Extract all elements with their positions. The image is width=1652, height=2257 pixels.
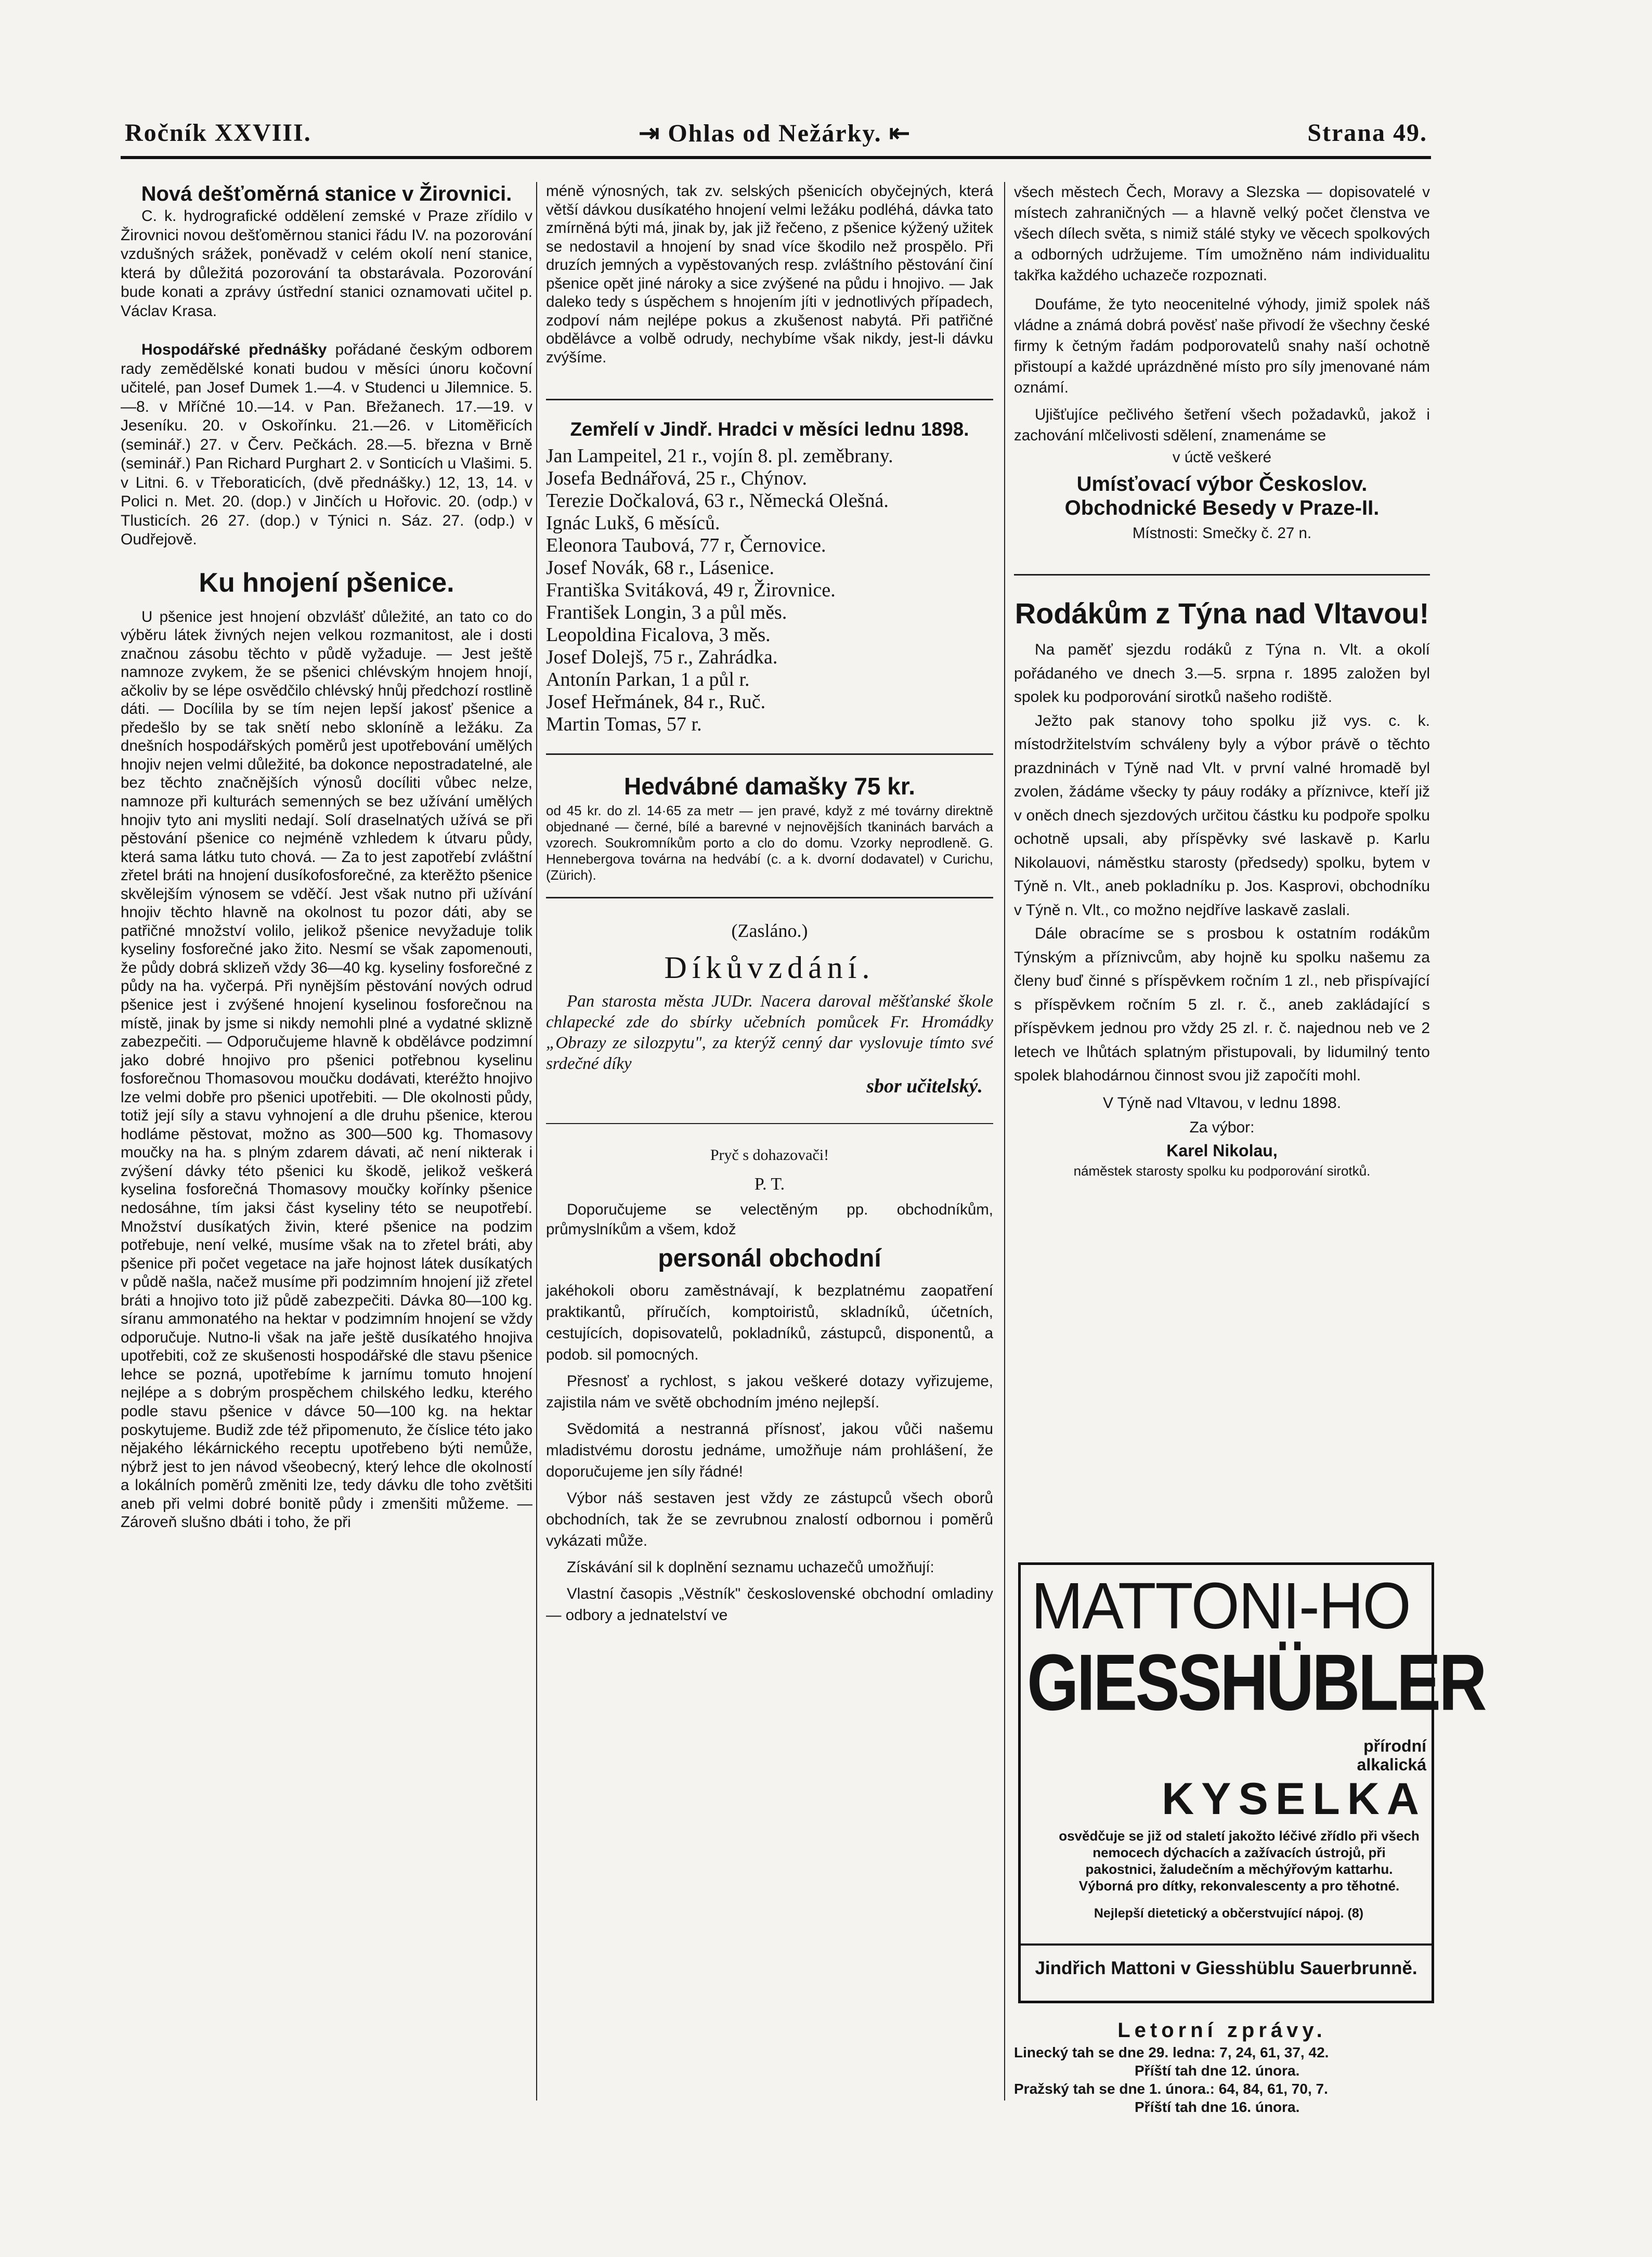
thanks-text: Pan starosta města JUDr. Nacera daroval měšťanské škole chlapecké zde do sbírky učebních pomůcek Fr. Hromádky „Obrazy ze silozpytu", za kterýž cenný dar vyslovuje tímto své srdečné díky: [546, 992, 993, 1073]
mattoni-advertisement: [1018, 1562, 1485, 2003]
org-rooms: Místnosti: Smečky č. 27 n.: [1132, 525, 1312, 542]
personnel-paragraph: Svědomitá a nestranná přísnosť, jakou vůči našemu mladistvému dorostu jednáme, umožňuje nám prohlášení, že doporučujeme jen síly řádné!: [546, 1420, 993, 1480]
fertilizer-continuation: méně výnosných, tak zv. selských pšenicích obyčejných, která větší dávkou dusíkatého hnojení velmi ležáku podléhá, dávka tato zmírněná býti má, jinak by, jak již řečeno, z pšenice kýžený užitek se nedostavil a hnojení by snad více škodilo než prospělo. Při druzích jemných a vypěstovaných resp. zvláštního pěstování činí pšenice opět jiné nároky a sice zvýšené na půdu i hnojivo. — Jak daleko tedy s úspěchem s hnojením jíti v jednotlivých případech, zodpoví nám nejlépe pokus a zkušenost nabytá. Při patřičné obdělávce a volbě odrudy, nechybíme však nikdy, jest-li dávku zvýšíme.: [546, 182, 993, 366]
org-name: Umísťovací výbor Českoslov. Obchodnické Besedy v Praze-II.: [1064, 473, 1380, 519]
tyn-title: Rodákům z Týna nad Vltavou!: [1014, 597, 1429, 630]
respect-line: v úctě veškeré: [1172, 449, 1272, 466]
column-1: [121, 182, 532, 1532]
personnel-paragraph: Získávání sil k doplnění seznamu uchazečů umožňují:: [567, 1559, 934, 1576]
death-entry: Jan Lampeitel, 21 r., vojín 8. pl. zeměbrany.: [546, 445, 893, 467]
personnel-paragraph: Výbor náš sestaven jest vždy ze zástupců všech oborů obchodních, tak že se zevrubnou znalostí odbornou i poměrů vykázati může.: [546, 1490, 993, 1549]
lottery-line: Příští tah dne 12. února.: [1135, 2063, 1300, 2079]
thanks-title: Díkůvzdání.: [664, 950, 875, 985]
death-entry: Josef Novák, 68 r., Lásenice.: [546, 557, 774, 579]
column-divider-1: [536, 182, 537, 2101]
tyn-for-committee: Za výbor:: [1189, 1118, 1255, 1136]
tyn-place-date: V Týně nad Vltavou, v lednu 1898.: [1102, 1094, 1342, 1112]
death-entry: Antonín Parkan, 1 a půl r.: [546, 669, 750, 690]
personnel-paragraph: Vlastní časopis „Věstník" československé obchodní omladiny — odbory a jednatelství ve: [546, 1585, 993, 1624]
tyn-signer: Karel Nikolau,: [1166, 1141, 1278, 1160]
deaths-title: Zemřelí v Jindř. Hradci v měsíci lednu 1898.: [570, 419, 969, 440]
station-text: C. k. hydrografické oddělení zemské v Praze zřídilo v Žirovnici novou dešťoměrnou stanici řádu IV. na pozorování vzdušných srážek, poněvadž v celém okolí není stanice, která by důležitá pozorování ta obstarávala. Pozorování bude konati a zprávy ústřední stanici oznamovati učitel p. Václav Krasa.: [121, 207, 532, 320]
masthead-title: ⇥ Ohlas od Nežárky. ⇤: [639, 120, 911, 147]
personnel-paragraph: Přesnosť a rychlost, s jakou veškeré dotazy vyřizujeme, zajistila nám ve světě obchodním jméno nejlepší.: [546, 1373, 993, 1411]
column-2: [546, 182, 993, 1626]
personnel-continuation: všech městech Čech, Moravy a Slezska — dopisovatelé v místech zahraničných — a hlavně velký počet členstva ve všech dílech světa, s nimiž stálé styky ve věcech spolkových a odborných udržujeme. Tím umožněno nám individualitu takřka každého uchazeče rozpoznati.: [1014, 184, 1430, 284]
pt-line: P. T.: [754, 1175, 785, 1194]
ad-side-label: přírodní alkalická: [1357, 1737, 1426, 1774]
tyn-paragraph: Ježto pak stanovy toho spolku již vys. c. k. místodržitelstvím schváleny byly a výbor právě o těchto prazdninách v Týně nad Vlt. v první valné hromadě byl zvolen, žádáme všecky ty páuy rodáky a příznivce, kteří již v oněch dnech sjezdových určitou částku ku podpoře spolku ochotně upsali, aby příspěvky své laskavě p. Karlu Nikolauovi, náměstku starosty (předsedy) spolku, bytem v Týně n. Vlt., aneb pokladníku p. Jos. Kasprovi, obchodníku v Týně n. Vlt., co možno nejdříve laskavě zaslali.: [1014, 712, 1430, 919]
polite-text: Ujišťujíce pečlivého šetření všech požadavků, jakož i zachování mlčelivosti sdělení, znamenáme se: [1014, 406, 1430, 444]
tyn-signer-role: náměstek starosty spolku ku podporování sirotků.: [1073, 1163, 1371, 1179]
personnel-paragraph: jakéhokoli oboru zaměstnávají, k bezplatnému zaopatření praktikantů, příručích, komptoiristů, skladníků, účetních, cestujících, dopisovatelů, pokladníků, zástupců, disponentů, a podob. sil pomocných.: [546, 1282, 993, 1363]
death-entry: Františka Svitáková, 49 r, Žirovnice.: [546, 579, 836, 601]
death-entry: Eleonora Taubová, 77 r, Černovice.: [546, 534, 826, 556]
sent-in-label: (Zasláno.): [731, 920, 808, 941]
death-entry: František Longin, 3 a půl měs.: [546, 602, 787, 623]
tyn-paragraph: Dále obracíme se s prosbou k ostatním rodákům Týnským a příznivcům, aby hojně ku spolku našemu za členy buď činné s příspěvkem ročním 1 zl., neb přispívající s příspěvkem ročním 5 zl. r. č., aneb zakládající s příspěvkem jednou pro vždy 25 zl. r. č. najednou neb ve 2 letech ve lhůtách splatným přistupovali, by lidumilný tento spolek blahodárnou činnost svou již započíti mohl.: [1014, 925, 1430, 1084]
death-entry: Josefa Bednářová, 25 r., Chýnov.: [546, 467, 807, 489]
silk-ad-text: od 45 kr. do zl. 14·65 za metr — jen pravé, když z mé továrny direktně objednané — černé, bílé a barevné v nejnovějších tkaninách barvách a vzorech. Soukromníkům porto a clo do domu. Vzorky neprodleně. G. Hennebergova továrna na hedvábí (c. a k. dvorní dodavatel) v Curichu, (Zürich).: [546, 803, 993, 883]
ad-description: osvědčuje se již od staletí jakožto léčivé zřídlo při všech nemocech dýchacích a zažívacích ústrojů, při pakostnici, žaludečním a měchýřovým kattarhu. Výborná pro dítky, rekonvalescenty a pro těhotné.: [1059, 1828, 1420, 1894]
volume-label: Ročník XXVIII.: [125, 119, 311, 147]
column-3: [1014, 182, 1430, 1180]
death-entry: Josef Heřmánek, 84 r., Ruč.: [546, 691, 766, 713]
separator: [546, 753, 993, 755]
header-rule: [121, 156, 1431, 159]
death-entry: Josef Dolejš, 75 r., Zahrádka.: [546, 646, 778, 668]
thanks-signature: sbor učitelský.: [866, 1075, 983, 1097]
death-entry: Terezie Dočkalová, 63 r., Německá Olešná.: [546, 490, 889, 512]
lectures-body: pořádané českým odborem rady zemědělské konati budou v měsíci únoru kočovní učitelé, pan Josef Dumek 1.—4. v Studenci u Jilemnice. 5.—8. v Mříčné 10.—14. v Pan. Břežanech. 17.—19. v Jeseníku. 20. v Oskořínku. 21.—26. v Litoměřicích (seminář.) 27. v Červ. Pečkách. 28.—5. března v Brně (seminář.) Pan Richard Purghart 2. v Sonticích u Vlašimi. 5. v Litni. 6. v Třeboraticích, (dvě přednášky.) 12, 13, 14. v Polici n. Met. 20. (dop.) v Jinčích u Hořovic. 20. (odp.) v Tlusticích. 26 27. (dop.) v Týnici n. Sáz. 27. (odp.) v Oudřejově.: [121, 341, 532, 548]
separator: [546, 1123, 993, 1124]
death-entry: Leopoldina Ficalova, 3 měs.: [546, 624, 771, 646]
ad-footer: Jindřich Mattoni v Giesshüblu Sauerbrunně.: [1035, 1958, 1417, 1978]
death-entry: Martin Tomas, 57 r.: [546, 713, 702, 735]
hope-text: Doufáme, že tyto neocenitelné výhody, jimiž spolek náš vládne a známá dobrá pověsť naše přivodí že všechny české firmy k četným řadám podporovatelů snahy naší ochotně přistoupí a každé uprázdněné místo pro síly jmenované nám oznámí.: [1014, 296, 1430, 396]
separator: [1014, 574, 1430, 576]
ad-footer-rule: [1021, 1943, 1432, 1946]
fertilizer-title: Ku hnojení pšenice.: [199, 567, 454, 598]
masthead-text: Ohlas od Nežárky.: [668, 120, 882, 147]
lottery-title: Letorní zprávy.: [1117, 2019, 1326, 2042]
column-divider-2: [1004, 182, 1005, 2101]
page-number: Strana 49.: [1307, 119, 1427, 147]
fertilizer-text: U pšenice jest hnojení obzvlášť důležité, an tato co do výběru látek živných nejen velkou rozmanitost, ale i dosti značnou zásobu těchto v půdě vyžaduje. — Jest ještě namnoze zvykem, že se pšenici chlévským hnojem hnojí, ačkoliv by se lépe osvědčilo chlévský hnůj předchozí rostlině dáti. — Docílila by se tím nejen lepší jakosť pšenice a předešlo by se tak snětí nebo skloníně a ležáku. Za dnešních hospodářských poměrů jest upotřebování umělých hnojiv nejen velmi důležité, ba dokonce nepostradatelné, ale bez těchto značnějších výnosů docíliti vůbec nelze, namnoze při kulturách semenných se bez užívání umělých hnojiv tyto ani mysliti nedají. Solí draselnatých užívá se při pěstování pšenice co nejméně vzhledem k útvaru půdy, která sama látku tuto chová. — Za to jest zapotřebí zvláštní zřetel bráti na hnojení dusíkofosforečné, za kterěžto pšenice skvělejším výnosem se vděčí. Jest však nutno při užívání hnojiv těchto hlavně na okolnost tu pozor dáti, aby se patřičné množství volilo, jelikož pšenice nevyžaduje tolik kyseliny fosforečné jako žito. Nesmí se však zapomenouti, že půdy dobrá sklizeň vždy 36—40 kg. kyseliny fosforečné z půdy na ha. vyčerpá. Při nynějším pěstování nových odrud pšenice jest i zvýšené hnojení kyselinou fosforečnou na místě, jinak by jsme si nikdy nemohli plné a vydatné sklizně zabezpečiti. — Odporučujeme hlavně k obdělávce podzimní jako dobré hnojivo pro pšenici potřebnou kyselinu fosforečnou Thomasovou moučku dodávati, kteréžto hnojivo lze velmi dobře pro pšenici upotřebiti. — Dle okolnosti půdy, totiž její síly a stavu vyhnojení a dle druhu pšenice, kterou hodláme pěstovat, možno as 300—500 kg. Thomasovy moučky na ha. s plným zdarem dávati, ač není nikterak i zvýšení dávky této pšenici ku škodě, jelikož veškerá kyselina fosforečná Thomasovy moučky kořínky pšenice nedosáhne, tím jaksi část kyseliny této se neupotřebí. Množství dusíkatých živin, které pšenice na podzim potřebuje, není velké, musíme však na to zřetel bráti, aby pšenice při počet vegetace na jaře hojnost látek dusíkatých v půdě našla, načež musíme při podzimním hnojení již zřetel bráti a hnojivo toto již půdě zabezpečiti. Dávka 80—100 kg. síranu ammonatého na hektar v podzimním hnojení se vždy odporučuje. Nutno-li však na jaře ještě dusíkatého hnojiva upotřebiti, což ze skušenosti hospodářské dle stavu pšenice lehce se pozná, upotřebíme k jarnímu tomuto hnojení nejlépe a s dobrým prospěchem chilského ledku, kterého podle stavu pšenice v dávce 50—100 kg. na hektar poskytujeme. Budiž zde též připomenuto, že číslice této jako nějakého lékárnického receptu upotřebeno býti nemůže, nýbrž jest to jen návod všeobecný, který lehce dle okolností a lokálních poměrů změniti lze, tedy dávku dle toho zvětšiti aneb při velmi dobré bonitě půdy i zmenšiti můžeme. — Zároveň slušno dbáti i toho, že při: [121, 608, 532, 1531]
lottery-line: Linecký tah se dne 29. ledna: 7, 24, 61, 37, 42.: [1014, 2044, 1329, 2060]
recommend-text: Doporučujeme se velectěným pp. obchodníkům, průmyslníkům a všem, kdož: [546, 1201, 993, 1238]
lottery-line: Příští tah dne 16. února.: [1135, 2099, 1300, 2115]
separator: [546, 897, 993, 898]
separator: [546, 399, 993, 400]
deaths-list: [546, 445, 993, 736]
station-title: Nová dešťoměrná stanice v Žirovnici.: [141, 182, 512, 205]
ad-best-drink: Nejlepší dietetický a občerstvující nápoj. (8): [1094, 1906, 1364, 1921]
lectures-text: [121, 341, 532, 550]
tyn-paragraph: Na paměť sjezdu rodáků z Týna n. Vlt. a okolí pořádaného ve dnech 3.—5. srpna r. 1895 založen byl spolek ku podporování sirotků našeho rodiště.: [1014, 641, 1430, 706]
mattoni-brand-line: MATTONI-HO: [1031, 1569, 1410, 1643]
personnel-title: personál obchodní: [658, 1245, 881, 1272]
lottery-section: [1014, 2017, 1430, 2116]
kyselka-label: KYSELKA: [1162, 1774, 1426, 1824]
death-entry: Ignác Lukš, 6 měsíců.: [546, 512, 720, 534]
away-line: Pryč s dohazovači!: [710, 1146, 829, 1164]
silk-title: Hedvábné damašky 75 kr.: [624, 773, 915, 800]
lectures-lead: Hospodářské přednášky: [141, 341, 327, 358]
giesshubler-brand: GIESSHÜBLER: [1027, 1638, 1485, 1728]
lottery-line: Pražský tah se dne 1. února.: 64, 84, 61, 70, 7.: [1014, 2081, 1328, 2097]
